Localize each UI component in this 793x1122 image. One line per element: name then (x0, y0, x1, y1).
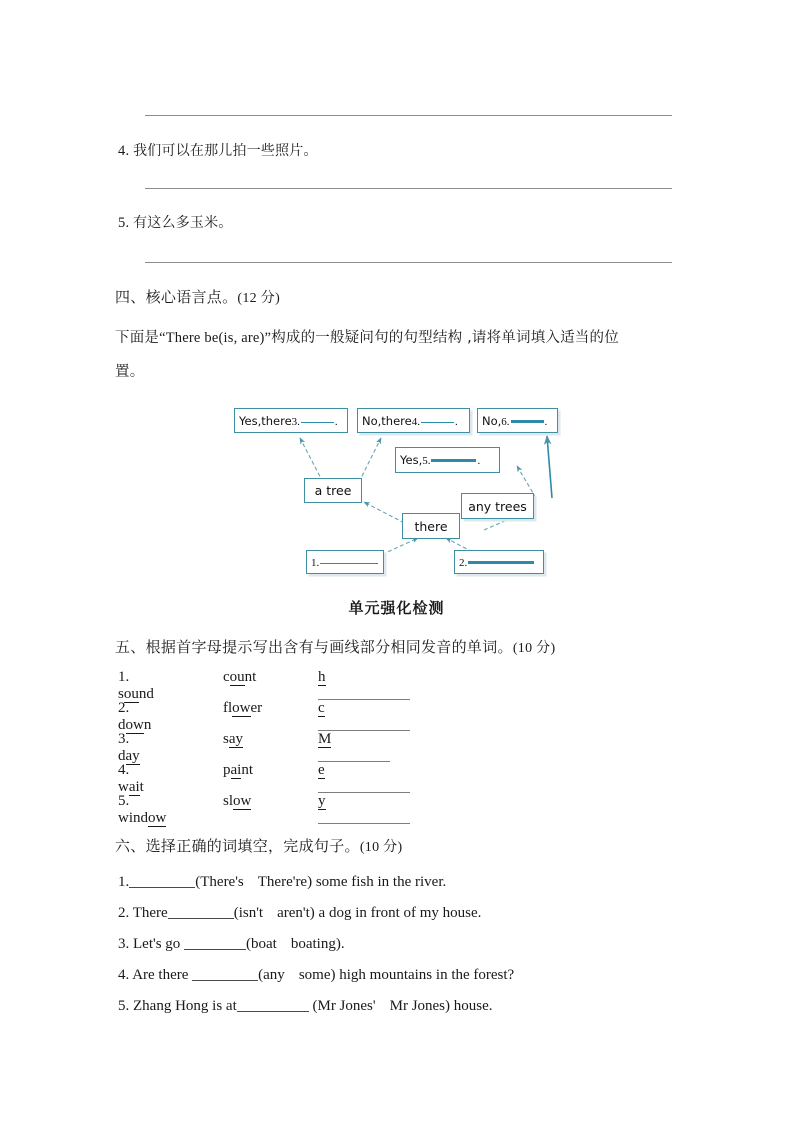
answer-line (145, 188, 672, 189)
sentence-row (118, 998, 493, 1015)
instruction-part-a: 下面是 (115, 330, 160, 346)
option-b: aren't) (277, 905, 315, 921)
sentence-tail: a dog in front of my house. (318, 905, 482, 921)
section-six-heading-text: 六、选择正确的词填空，完成句子。 (115, 837, 360, 855)
diagram-label-no: No, (482, 413, 502, 428)
word-1: day (118, 748, 140, 764)
row-number: 3. (118, 731, 130, 747)
diagram-box-there (402, 513, 460, 539)
sentence-row (118, 967, 514, 984)
row-number: 4. (118, 967, 130, 983)
word-1: wait (118, 779, 144, 795)
sentence-tail: high mountains in the forest? (339, 967, 515, 983)
diagram-box-blank-2 (454, 550, 544, 574)
row-number: 4. (118, 762, 130, 778)
section-five-points: (10 分) (512, 641, 556, 656)
hint-letter: y (318, 793, 326, 809)
diagram-fill-6 (511, 420, 544, 423)
option-b: There're) (257, 874, 313, 890)
diagram-fill-2 (468, 561, 534, 564)
diagram-blank-number-1: 1. (311, 557, 320, 569)
option-a: (Mr Jones' (312, 998, 376, 1014)
answer-line (145, 262, 672, 263)
diagram-box-a-tree (304, 478, 362, 503)
answer-blank[interactable] (237, 1011, 309, 1012)
hint-letter: e (318, 762, 325, 778)
answer-blank[interactable] (168, 918, 234, 919)
section-five-heading (115, 636, 555, 657)
item-text: 有这么多玉米。 (133, 215, 233, 231)
answer-blank[interactable] (184, 949, 246, 950)
hint-letter: c (318, 700, 325, 716)
word-1: down (118, 717, 152, 733)
instruction-quote: “There be(is, are)” (159, 330, 272, 346)
diagram-box-blank-1 (306, 550, 384, 574)
row-number: 1. (118, 669, 130, 685)
diagram-label-a-tree: a tree (314, 483, 352, 498)
diagram-fill-5 (431, 459, 476, 462)
sentence-tail: house. (453, 998, 493, 1014)
word-1: sound (118, 686, 154, 702)
row-number: 1. (118, 874, 130, 890)
answer-line (145, 115, 672, 116)
unit-test-title: 单元强化检测 (348, 599, 445, 617)
diagram-label-any-trees: any trees (468, 498, 527, 514)
diagram-fill-3 (301, 422, 334, 423)
option-b: some) (298, 967, 336, 983)
diagram-blank-number-6: 6. (501, 415, 510, 428)
row-number: 5. (118, 793, 130, 809)
answer-blank[interactable] (129, 887, 195, 888)
diagram-box-no-6 (477, 408, 558, 433)
row-number: 5. (118, 998, 130, 1014)
word-2: say (223, 731, 244, 747)
section-four-instruction-line1 (115, 326, 619, 347)
diagram-label-there: there (414, 518, 448, 534)
sentence-row (118, 936, 345, 953)
diagram-period: . (477, 455, 481, 467)
hint-letter: h (318, 669, 326, 685)
sentence-row (118, 905, 481, 922)
sentence-head: Zhang Hong is at (133, 998, 237, 1014)
item-text: 我们可以在那儿拍一些照片。 (133, 143, 318, 159)
section-five-heading-text: 五、根据首字母提示写出含有与画线部分相同发音的单词。 (115, 638, 513, 656)
row-number: 2. (118, 905, 130, 921)
section-four-points: (12 分) (237, 291, 281, 306)
sentence-head: Let's go (133, 936, 181, 952)
word-1: window (118, 810, 167, 826)
answer-blank[interactable] (318, 823, 410, 824)
option-a: (boat (246, 936, 277, 952)
answer-blank[interactable] (192, 980, 258, 981)
item-number: 5. (118, 215, 130, 231)
there-be-structure-diagram (222, 398, 572, 588)
diagram-period: . (544, 415, 548, 428)
diagram-label-no-there: No,there (362, 413, 412, 428)
sentence-row (118, 874, 446, 891)
word-2: flower (223, 700, 263, 716)
word-2: paint (223, 762, 253, 778)
option-b: boating). (290, 936, 345, 952)
hint-letter: M (318, 731, 332, 747)
row-number: 3. (118, 936, 130, 952)
section-four-heading-text: 四、核心语言点。 (115, 288, 238, 306)
option-b: Mr Jones) (389, 998, 451, 1014)
diagram-label-yes: Yes, (400, 453, 423, 467)
sentence-head: Are there (132, 967, 189, 983)
sentence-head: There (132, 905, 168, 921)
diagram-blank-number-4: 4. (411, 415, 420, 428)
translation-item-4 (118, 140, 318, 160)
diagram-period: . (454, 415, 458, 428)
diagram-label-yes-there: Yes,there (239, 413, 292, 428)
diagram-fill-1 (320, 563, 378, 564)
diagram-box-any-trees (461, 493, 534, 519)
word-2: slow (223, 793, 252, 809)
diagram-blank-number-2: 2. (459, 557, 468, 569)
section-four-instruction-line2: 置。 (115, 364, 145, 380)
option-a: (isn't (233, 905, 264, 921)
word-2: count (223, 669, 257, 685)
section-six-points: (10 分) (359, 840, 403, 855)
diagram-box-no-there-4 (357, 408, 470, 433)
section-four-heading (115, 286, 280, 307)
translation-item-5 (118, 212, 233, 232)
option-a: (any (258, 967, 285, 983)
row-number: 2. (118, 700, 130, 716)
instruction-part-b: 构成的一般疑问句的句型结构 ,请将单词填入适当的位 (271, 330, 619, 346)
diagram-blank-number-3: 3. (291, 415, 300, 428)
diagram-period: . (334, 415, 338, 428)
item-number: 4. (118, 143, 130, 159)
diagram-blank-number-5: 5. (422, 455, 431, 467)
diagram-box-yes-there-3 (234, 408, 348, 433)
option-a: (There's (195, 874, 244, 890)
sentence-tail: some fish in the river. (315, 874, 447, 890)
diagram-box-yes-5 (395, 447, 500, 473)
section-six-heading (115, 835, 402, 856)
diagram-fill-4 (421, 422, 454, 423)
